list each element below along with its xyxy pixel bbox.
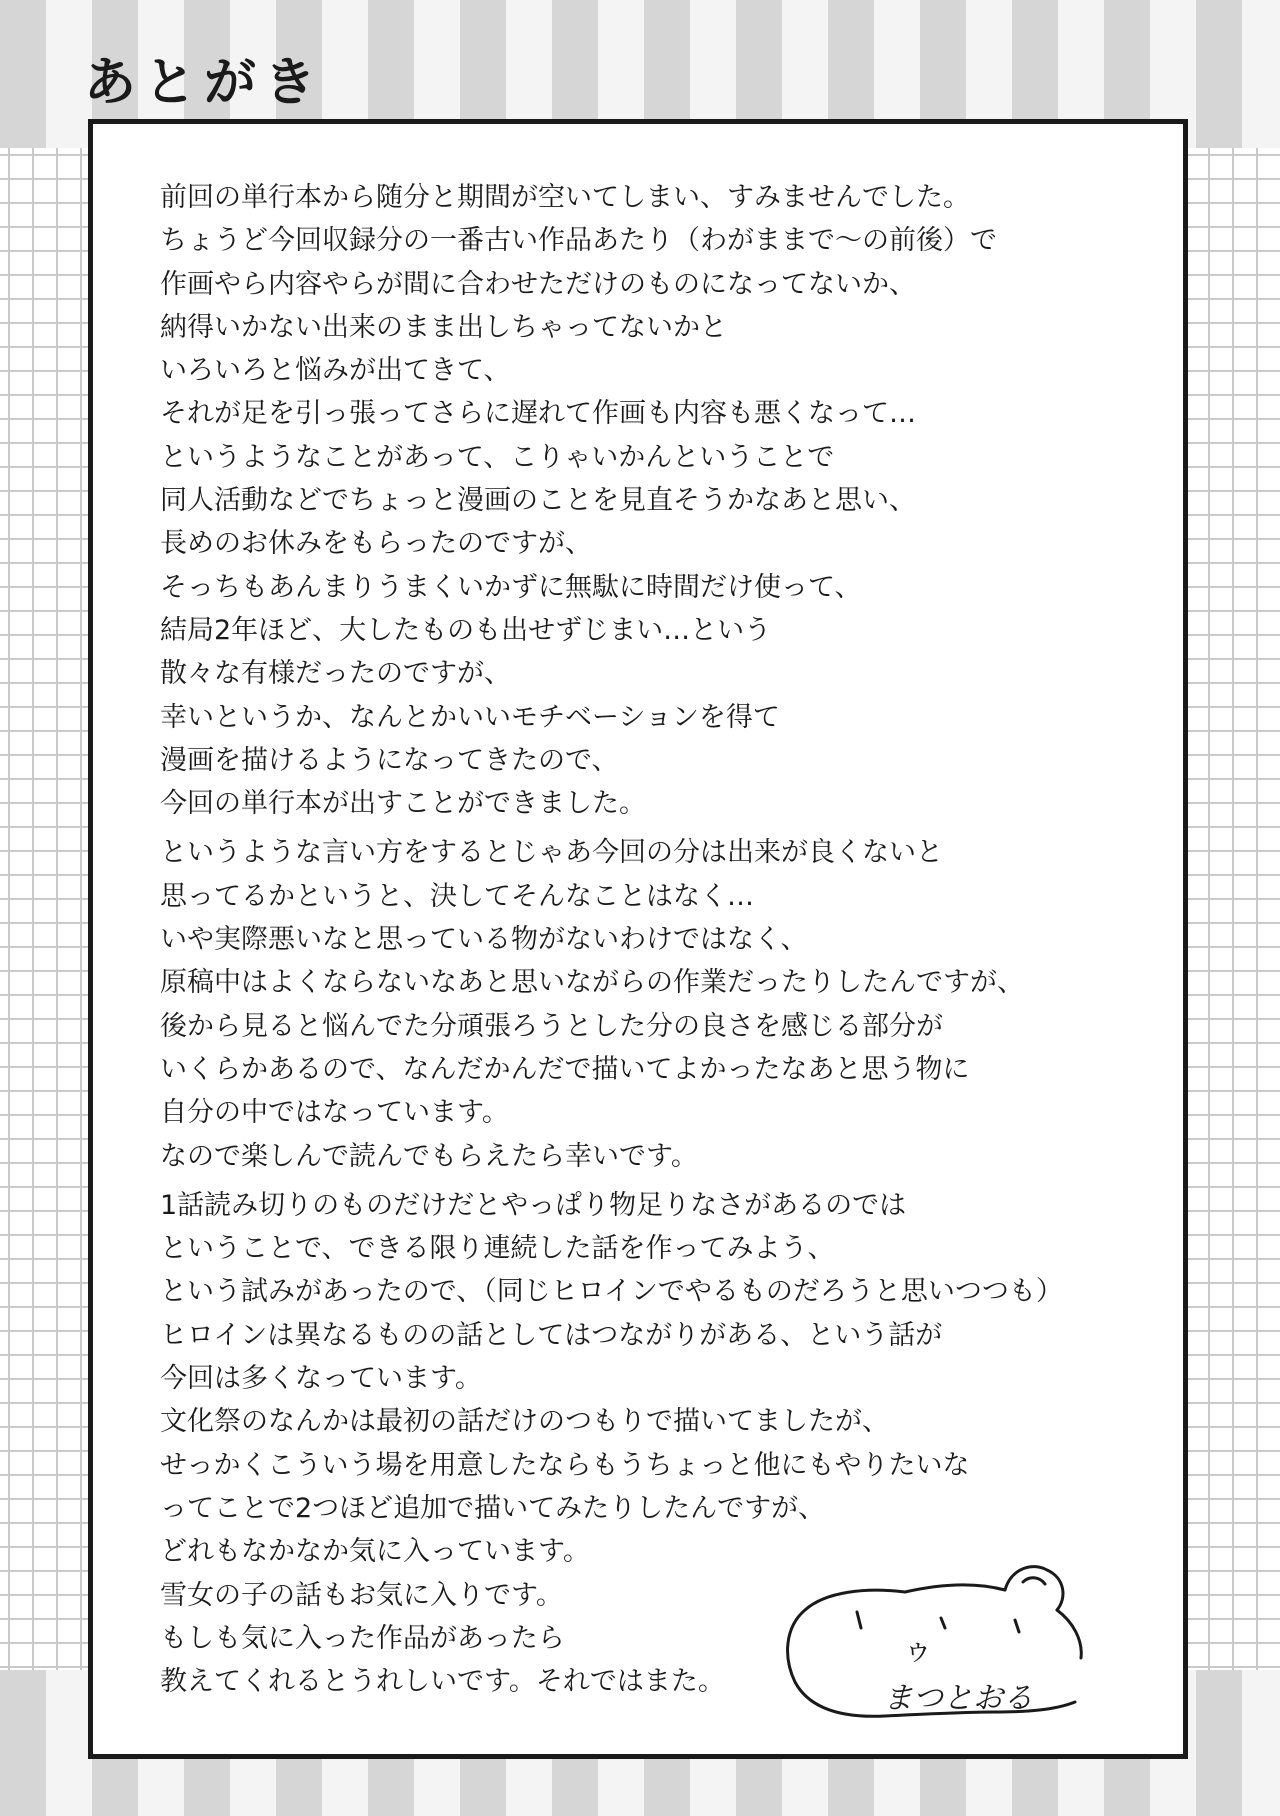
- text-line: いくらかあるので、なんだかんだで描いてよかったなあと思う物に: [160, 1053, 970, 1085]
- text-line: 雪女の子の話もお気に入りです。: [160, 1579, 563, 1611]
- text-line: 漫画を描けるようになってきたので、: [160, 744, 619, 776]
- text-line: 今回の単行本が出すことができました。: [160, 788, 646, 820]
- text-line: 今回は多くなっています。: [160, 1363, 482, 1395]
- text-line: 前回の単行本から随分と期間が空いてしまい、すみませんでした。: [160, 182, 970, 213]
- afterword-panel: [88, 119, 1188, 1759]
- text-line: 納得いかない出来のまま出しちゃってないかと: [160, 311, 727, 343]
- text-line: 作画やら内容やらが間に合わせただけのものになってないか、: [160, 268, 916, 300]
- text-line: なので楽しんで読んでもらえたら幸いです。: [160, 1140, 698, 1172]
- text-line: 文化祭のなんかは最初の話だけのつもりで描いてましたが、: [160, 1406, 889, 1438]
- text-line: 後から見ると悩んでた分頑張ろうとした分の良さを感じる部分が: [160, 1010, 943, 1042]
- text-line: もしも気に入った作品があったら: [160, 1622, 565, 1654]
- text-line: 幸いというか、なんとかいいモチベーションを得て: [160, 701, 780, 733]
- text-line: 結局2年ほど、大したものも出せずじまい…という: [160, 614, 772, 646]
- text-line: 自分の中ではなっています。: [160, 1097, 509, 1129]
- text-line: 散々な有様だったのですが、: [160, 658, 511, 690]
- text-line: 同人活動などでちょっと漫画のことを見直そうかなあと思い、: [160, 485, 916, 517]
- paragraph-1: [160, 176, 1063, 825]
- text-line: 長めのお休みをもらったのですが、: [160, 528, 592, 560]
- text-line: どれもなかなか気に入っています。: [160, 1536, 590, 1568]
- text-line: ってことで2つほど追加で描いてみたりしたんですが、: [160, 1492, 826, 1524]
- signature-mouth: ゥ: [903, 1633, 933, 1668]
- text-line: ヒロインは異なるものの話としてはつながりがある、という話が: [160, 1319, 943, 1351]
- text-line: ちょうど今回収録分の一番古い作品あたり（わがままで〜の前後）で: [160, 225, 997, 257]
- text-line: 原稿中はよくならないなあと思いながらの作業だったりしたんですが、: [160, 967, 1024, 999]
- text-line: いろいろと悩みが出てきて、: [160, 355, 511, 387]
- text-line: というようなことがあって、こりゃいかんということで: [160, 441, 835, 473]
- author-signature: [765, 1532, 1105, 1742]
- text-line: そっちもあんまりうまくいかずに無駄に時間だけ使って、: [160, 571, 862, 603]
- text-line: というような言い方をするとじゃあ今回の分は出来が良くないと: [160, 837, 943, 869]
- afterword-body: [160, 176, 1063, 1703]
- signature-name: まつとおる: [883, 1681, 1033, 1716]
- text-line: それが足を引っ張ってさらに遅れて作画も内容も悪くなって…: [160, 398, 916, 430]
- text-line: ということで、できる限り連続した話を作ってみよう、: [160, 1233, 835, 1265]
- text-line: せっかくこういう場を用意したならもうちょっと他にもやりたいな: [160, 1449, 970, 1481]
- text-line: いや実際悪いなと思っている物がないわけではなく、: [160, 924, 808, 956]
- page-title: あとがき: [84, 53, 325, 113]
- text-line: 教えてくれるとうれしいです。それではまた。: [160, 1666, 725, 1698]
- text-line: 思ってるかというと、決してそんなことはなく…: [160, 880, 754, 912]
- paragraph-2: [160, 831, 1063, 1177]
- text-line: という試みがあったので、（同じヒロインでやるものだろうと思いつつも）: [160, 1276, 1063, 1308]
- text-line: 1話読み切りのものだけだとやっぱり物足りなさがあるのでは: [160, 1189, 907, 1221]
